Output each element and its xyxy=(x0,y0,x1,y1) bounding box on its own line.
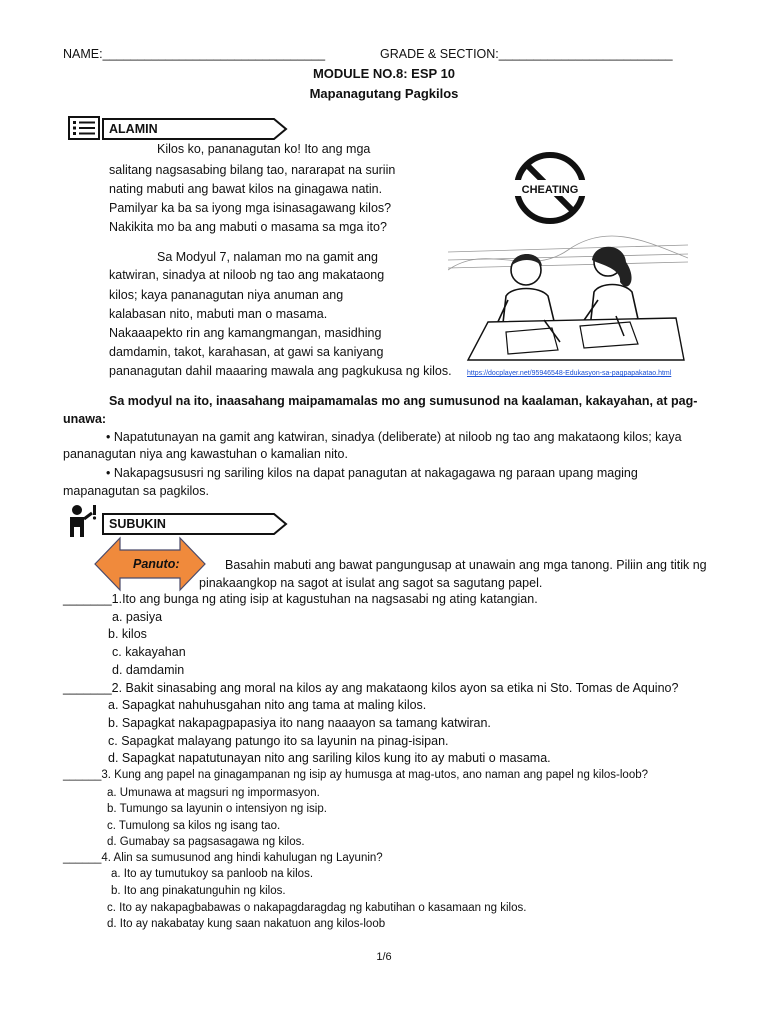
q2-choice-b: b. Sapagkat nakapagpapasiya ito nang naaayon sa tamang katwiran. xyxy=(108,716,491,730)
alamin-p2-line5: Nakaaapekto rin ang kamangmangan, masidhing xyxy=(109,326,382,340)
q4-choice-d: d. Ito ay nakabatay kung saan nakatuon ang kilos-loob xyxy=(107,918,386,930)
q3-choice-c: c. Tumulong sa kilos ng isang tao. xyxy=(107,820,281,832)
grade-section-field-label: GRADE & SECTION:_________________________ xyxy=(380,47,673,61)
question-4: ______4. Alin sa sumusunod ang hindi kahulugan ng Layunin? xyxy=(63,852,383,864)
teacher-icon xyxy=(66,503,100,537)
q1-choice-b: b. kilos xyxy=(108,627,147,641)
alamin-p2-line3: kilos; kaya pananagutan niya anuman ang xyxy=(109,288,344,302)
question-1: _______1.Ito ang bunga ng ating isip at kagustuhan na nagsasabi ng ating katangian. xyxy=(63,592,538,606)
panuto-label: Panuto: xyxy=(133,557,180,571)
q3-choice-a: a. Umunawa at magsuri ng impormasyon. xyxy=(107,787,320,799)
module-subtitle: Mapanagutang Pagkilos xyxy=(309,86,459,101)
no-cheating-illustration xyxy=(448,150,688,366)
q3-choice-b: b. Tumungo sa layunin o intensiyon ng isip. xyxy=(107,803,327,815)
q1-choice-c: c. kakayahan xyxy=(112,645,186,659)
q1-choice-a: a. pasiya xyxy=(112,610,163,624)
question-3: ______3. Kung ang papel na ginagampanan ng isip ay humusga at mag-utos, ano naman ang papel ng kilos-loob? xyxy=(63,769,649,781)
image-source-link[interactable]: https://docplayer.net/95946548-Edukasyon-sa-pagpapakatao.html xyxy=(467,370,672,377)
q1-choice-d: d. damdamin xyxy=(112,663,185,677)
alamin-p2-line2: katwiran, sinadya at niloob ng tao ang makataong xyxy=(109,268,385,282)
q4-choice-b: b. Ito ang pinakatunguhin ng kilos. xyxy=(111,885,286,897)
objective-1-line1: • Napatutunayan na gamit ang katwiran, sinadya (deliberate) at niloob ng tao ang makataong kilos; kaya xyxy=(106,430,682,444)
instructions-line2: pinakaangkop na sagot at isulat ang sagot sa sagutang papel. xyxy=(199,576,543,590)
page-number: 1/6 xyxy=(376,951,392,963)
q2-choice-a: a. Sapagkat nahuhusgahan nito ang tama at maling kilos. xyxy=(108,698,427,712)
alamin-p2-line7: pananagutan dahil maaaring mawala ang pagkukusa ng kilos. xyxy=(109,364,452,378)
alamin-p1-line2: salitang nagsasabing bilang tao, nararapat na suriin xyxy=(109,163,396,177)
cheating-sign-text: CHEATING xyxy=(521,184,579,196)
objective-2-line2: mapanagutan sa pagkilos. xyxy=(63,484,209,498)
q2-choice-d: d. Sapagkat napatutunayan nito ang sariling kilos kung ito ay mabuti o masama. xyxy=(108,751,551,765)
objective-2-line1: • Nakapagsususri ng sariling kilos na dapat panagutan at nakagagawa ng paraan upang maging xyxy=(106,466,638,480)
subukin-label: SUBUKIN xyxy=(109,517,166,531)
objective-1-line2: pananagutan niya ang kawastuhan o kamalian nito. xyxy=(63,447,348,461)
alamin-p1-line3: nating mabuti ang bawat kilos na ginagawa natin. xyxy=(109,182,383,196)
alamin-p1-line1: Kilos ko, pananagutan ko! Ito ang mga xyxy=(157,142,371,156)
alamin-p1-line5: Nakikita mo ba ang mabuti o masama sa mga ito? xyxy=(109,220,387,234)
list-icon xyxy=(68,116,100,140)
q4-choice-a: a. Ito ay tumutukoy sa panloob na kilos. xyxy=(111,868,314,880)
q2-choice-c: c. Sapagkat malayang patungo ito sa layunin na pinag-isipan. xyxy=(108,734,449,748)
alamin-p1-line4: Pamilyar ka ba sa iyong mga isinasagawang kilos? xyxy=(109,201,392,215)
name-field-label: NAME:________________________________ xyxy=(63,47,326,61)
q3-choice-d: d. Gumabay sa pagsasagawa ng kilos. xyxy=(107,836,305,848)
alamin-p2-line1: Sa Modyul 7, nalaman mo na gamit ang xyxy=(157,250,378,264)
objectives-intro-line1: Sa modyul na ito, inaasahang maipamamalas mo ang sumusunod na kaalaman, kakayahan, at pag- xyxy=(109,394,698,408)
alamin-label: ALAMIN xyxy=(109,122,158,136)
objectives-intro-line2: unawa: xyxy=(63,412,107,426)
question-2: _______2. Bakit sinasabing ang moral na kilos ay ang makataong kilos ayon sa etika ni Sto. Tomas de Aquino? xyxy=(63,681,679,695)
alamin-p2-line4: kalabasan nito, mabuti man o masama. xyxy=(109,307,328,321)
module-title: MODULE NO.8: ESP 10 xyxy=(312,66,456,81)
instructions-line1: Basahin mabuti ang bawat pangungusap at unawain ang mga tanong. Piliin ang titik ng xyxy=(225,558,707,572)
q4-choice-c: c. Ito ay nakapagbabawas o nakapagdaragdag ng kabutihan o kasamaan ng kilos. xyxy=(107,902,527,914)
alamin-p2-line6: damdamin, takot, karahasan, at gawi sa kaniyang xyxy=(109,345,384,359)
